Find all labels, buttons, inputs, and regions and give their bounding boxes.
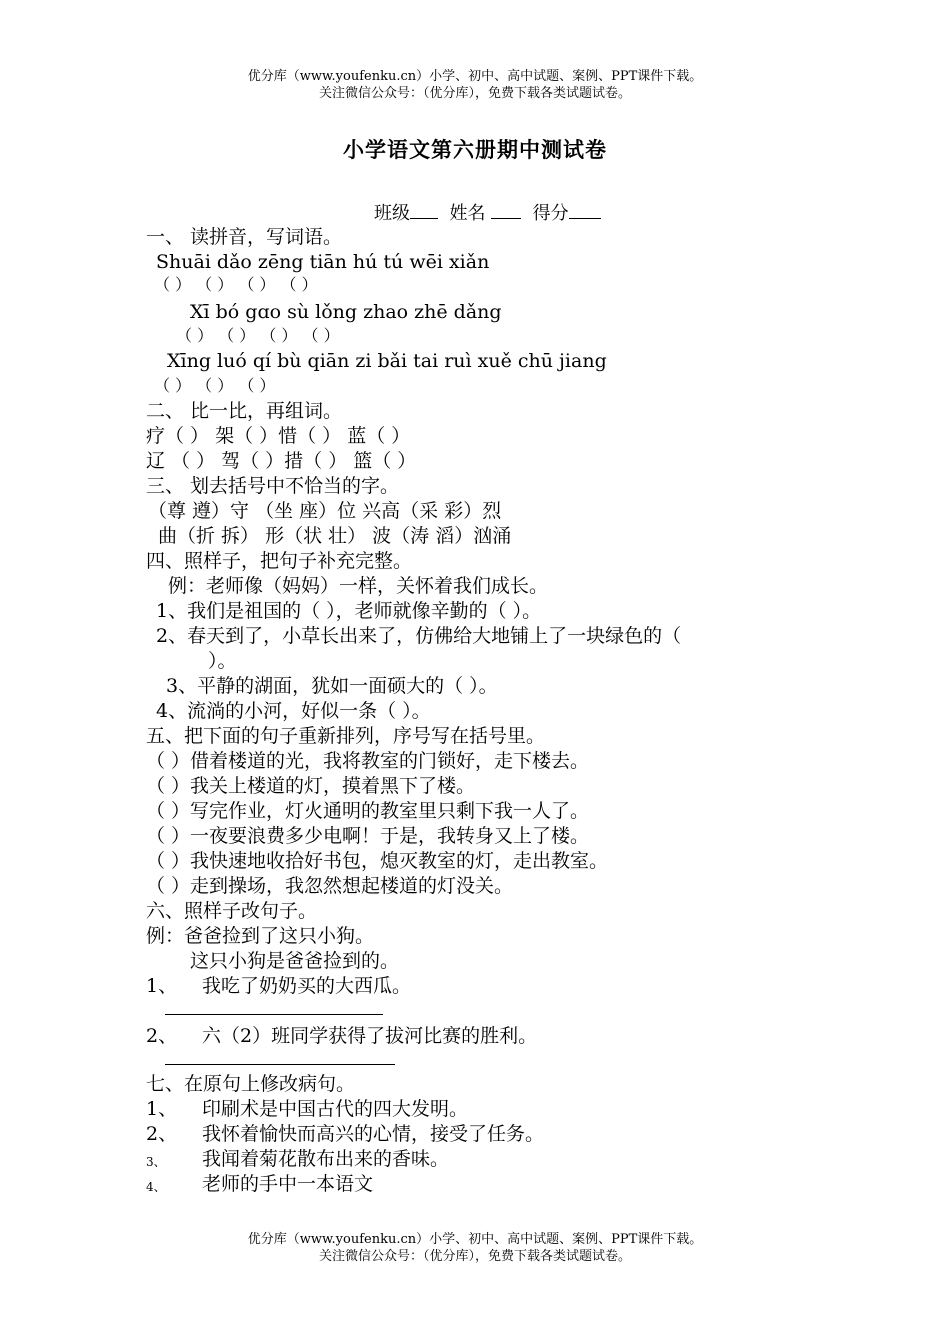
section-7-heading: 七、在原句上修改病句。 <box>146 1073 356 1095</box>
section-5-heading: 五、把下面的句子重新排列，序号写在括号里。 <box>146 725 546 747</box>
section-7-num-1: 1、 <box>146 1098 178 1120</box>
section-4-heading: 四、照样子，把句子补充完整。 <box>146 550 413 572</box>
section-6-heading: 六、照样子改句子。 <box>146 900 318 922</box>
header-line-1: 优分库（www.youfenku.cn）小学、初中、高中试题、案例、PPT课件下载。 <box>247 69 703 84</box>
choice-row-2: 曲（折 拆） 形（状 壮） 波（涛 滔）汹涌 <box>158 525 512 547</box>
class-label: 班级 <box>374 203 410 224</box>
reorder-item: （ ）我关上楼道的灯，摸着黑下了楼。 <box>146 775 476 797</box>
section-7-item-4: 老师的手中一本语文 <box>202 1173 374 1195</box>
student-info <box>374 200 601 226</box>
footer-line-1: 优分库（www.youfenku.cn）小学、初中、高中试题、案例、PPT课件下载。 <box>247 1232 703 1247</box>
answer-line-2[interactable] <box>165 1064 395 1065</box>
section-6-q1: 我吃了奶奶买的大西瓜。 <box>202 975 412 997</box>
section-6-example-1: 例：爸爸捡到了这只小狗。 <box>146 925 375 947</box>
reorder-item: （ ）我快速地收拾好书包，熄灭教室的灯，走出教室。 <box>146 850 609 872</box>
answer-row-3: （ ） （ ） （ ） <box>154 376 276 395</box>
section-6-q2: 六（2）班同学获得了拔河比赛的胜利。 <box>202 1025 538 1047</box>
score-field[interactable] <box>569 200 601 219</box>
section-3-heading: 三、 划去括号中不恰当的字。 <box>146 475 400 497</box>
compare-row-1: 疗（ ） 架（ ）惜（ ） 蓝（ ） <box>146 425 411 447</box>
section-4-q3: 3、平静的湖面，犹如一面硕大的（ ）。 <box>166 675 498 697</box>
score-label: 得分 <box>532 203 569 224</box>
section-7-num-2: 2、 <box>146 1123 178 1145</box>
compare-row-2: 辽 （ ） 驾（ ）措（ ） 篮（ ） <box>146 450 417 472</box>
reorder-item: （ ）写完作业，灯火通明的教室里只剩下我一人了。 <box>146 800 590 822</box>
section-4-q2: 2、春天到了，小草长出来了，仿佛给大地铺上了一块绿色的（ <box>156 625 682 647</box>
section-4-q1: 1、我们是祖国的（ ），老师就像辛勤的（ ）。 <box>156 600 542 622</box>
section-7-num-3: 3、 <box>146 1155 166 1169</box>
answer-row-1: （ ） （ ） （ ） （ ） <box>154 275 318 294</box>
page-title: 小学语文第六册期中测试卷 <box>343 137 607 162</box>
class-field[interactable] <box>410 200 438 219</box>
pinyin-row-2: Xī bó gɑo sù lǒng zhao zhē dǎng <box>190 301 502 323</box>
page-footer <box>0 1231 950 1265</box>
section-7-item-3: 我闻着菊花散布出来的香味。 <box>202 1148 450 1170</box>
reorder-item: （ ）一夜要浪费多少电啊！于是，我转身又上了楼。 <box>146 825 590 847</box>
section-4-example: 例：老师像（妈妈）一样，关怀着我们成长。 <box>168 575 549 597</box>
header-line-2: 关注微信公众号：（优分库），免费下载各类试题试卷。 <box>318 86 631 101</box>
reorder-item: （ ）借着楼道的光，我将教室的门锁好，走下楼去。 <box>146 750 590 772</box>
pinyin-row-3: Xīng luó qí bù qiān zi bǎi tai ruì xuě chū jiang <box>167 350 607 372</box>
name-field[interactable] <box>491 200 521 219</box>
section-4-q4: 4、流淌的小河，好似一条（ ）。 <box>156 700 431 722</box>
name-label: 姓名 <box>449 203 486 224</box>
section-1-heading: 一、 读拼音，写词语。 <box>146 226 343 248</box>
section-6-example-2: 这只小狗是爸爸捡到的。 <box>190 950 400 972</box>
page-header <box>0 68 950 102</box>
section-4-q2-end: ）。 <box>208 650 237 672</box>
choice-row-1: （尊 遵）守 （坐 座）位 兴高（采 彩）烈 <box>148 500 502 522</box>
section-7-item-1: 印刷术是中国古代的四大发明。 <box>202 1098 469 1120</box>
reorder-item: （ ）走到操场，我忽然想起楼道的灯没关。 <box>146 875 514 897</box>
footer-line-2: 关注微信公众号：（优分库），免费下载各类试题试卷。 <box>318 1249 631 1264</box>
section-7-num-4: 4、 <box>146 1180 166 1194</box>
section-7-item-2: 我怀着愉快而高兴的心情，接受了任务。 <box>202 1123 545 1145</box>
answer-row-2: （ ） （ ） （ ） （ ） <box>176 326 340 345</box>
answer-line-1[interactable] <box>165 1014 383 1015</box>
section-2-heading: 二、 比一比，再组词。 <box>146 400 343 422</box>
section-6-q2-number: 2、 <box>146 1025 178 1047</box>
section-6-q1-number: 1、 <box>146 975 178 997</box>
pinyin-row-1: Shuāi dǎo zēng tiān hú tú wēi xiǎn <box>156 251 490 273</box>
